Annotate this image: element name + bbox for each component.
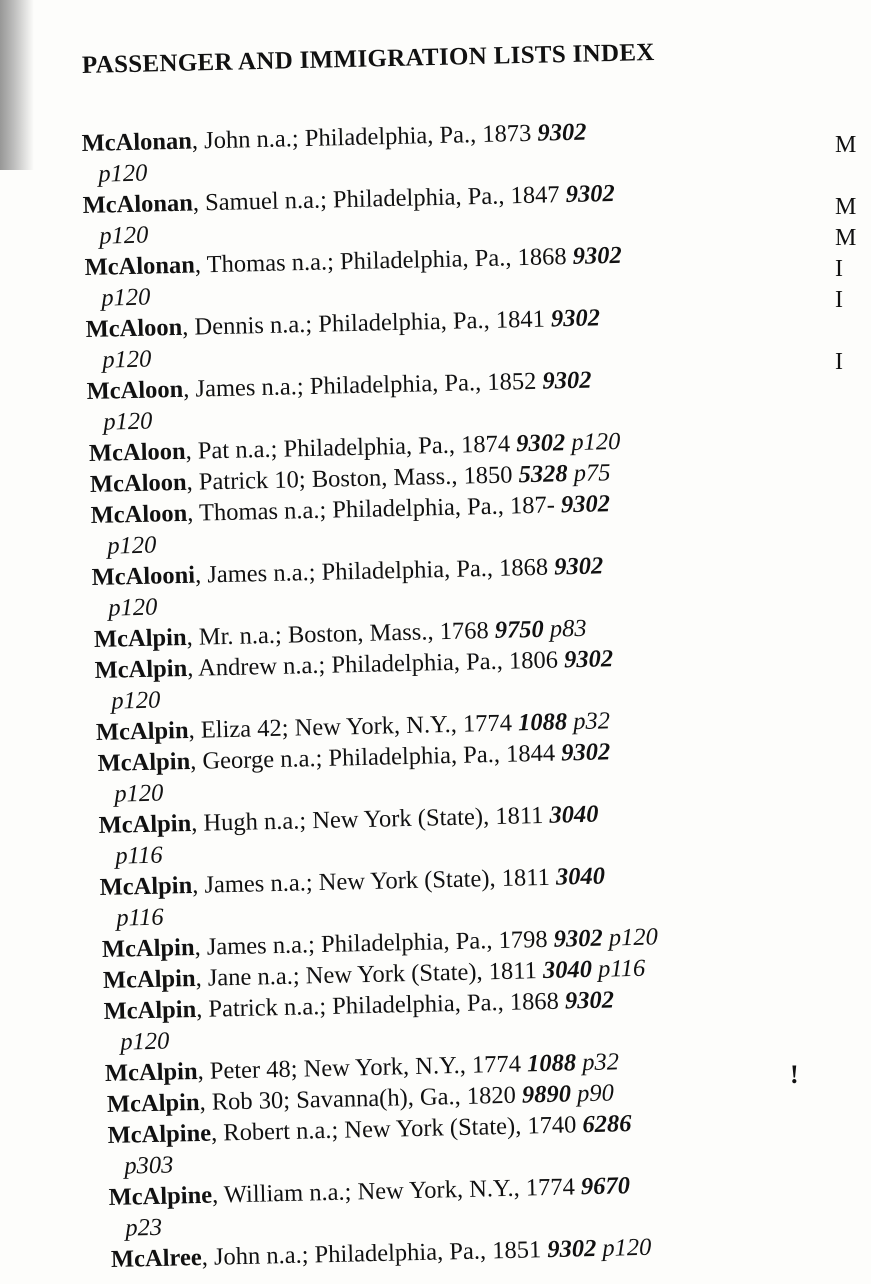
- entry-surname: McAloon: [85, 313, 183, 344]
- entry-source-code: 5328: [518, 460, 568, 489]
- entry-surname: McAlpin: [101, 933, 195, 963]
- entry-surname: McAlpin: [96, 747, 191, 778]
- entry-source-code: 9302: [546, 1234, 597, 1264]
- entry-page: p120: [98, 159, 148, 188]
- entry-page: p120: [111, 686, 161, 715]
- entry-details: , Andrew n.a.; Philadelphia, Pa., 1806: [186, 646, 565, 682]
- entry-source-code: 1088: [527, 1049, 577, 1078]
- entry-details: , George n.a.; Philadelphia, Pa., 1844: [189, 739, 562, 775]
- entry-surname: McAlpin: [95, 716, 190, 746]
- entry-source-code: 6286: [582, 1110, 632, 1139]
- margin-mark: !: [790, 1060, 799, 1089]
- entry-surname: McAlooni: [91, 561, 196, 592]
- entry-details: , Jane n.a.; New York (State), 1811: [195, 957, 544, 992]
- next-column-edge: [835, 130, 857, 378]
- entry-source-code: 9302: [571, 241, 622, 270]
- entry-surname: McAlpin: [105, 1057, 199, 1087]
- entry-page: p116: [597, 954, 646, 983]
- entry-source-code: 9302: [563, 645, 614, 674]
- edge-letter: I: [835, 349, 843, 375]
- entry-page: p120: [101, 345, 152, 374]
- entry-surname: McAlpin: [106, 1088, 200, 1118]
- entry-page: p120: [108, 593, 159, 622]
- entry-page: p23: [125, 1213, 163, 1242]
- entry-surname: McAloon: [89, 468, 187, 498]
- entry-source-code: 9302: [552, 924, 603, 953]
- entry-page: p120: [608, 923, 658, 952]
- entry-details: , Peter 48; New York, N.Y., 1774: [197, 1050, 528, 1085]
- entry-page: p303: [124, 1151, 174, 1180]
- entry-details: , Samuel n.a.; Philadelphia, Pa., 1847: [192, 181, 567, 217]
- entry-surname: McAlree: [110, 1243, 202, 1273]
- entry-page: p32: [573, 707, 611, 736]
- entry-details: , James n.a.; New York (State), 1811: [192, 863, 557, 899]
- entry-surname: McAlpin: [99, 871, 193, 902]
- entry-page: p116: [116, 903, 165, 932]
- entry-details: , James n.a.; Philadelphia, Pa., 1798: [193, 925, 554, 961]
- page-title: PASSENGER AND IMMIGRATION LISTS INDEX: [81, 39, 655, 79]
- entry-details: , Robert n.a.; New York (State), 1740: [210, 1111, 583, 1147]
- entry-surname: McAlpin: [103, 995, 197, 1026]
- entry-details: , Hugh n.a.; New York (State), 1811: [190, 801, 550, 837]
- edge-letter: M: [835, 194, 857, 220]
- entry-details: , Rob 30; Savanna(h), Ga., 1820: [198, 1081, 522, 1116]
- entry-surname: McAlpin: [93, 623, 187, 653]
- entry-page: p120: [103, 407, 153, 436]
- entry-page: p116: [114, 841, 163, 870]
- entry-page: p120: [120, 1027, 170, 1056]
- entry-details: , Eliza 42; New York, N.Y., 1774: [188, 709, 519, 744]
- entry-page: p75: [573, 459, 611, 488]
- entry-source-code: 9302: [515, 429, 566, 458]
- entry-surname: McAlpin: [102, 964, 196, 994]
- entry-page: p120: [100, 283, 151, 312]
- edge-letter: [835, 316, 843, 347]
- entry-source-code: 3040: [555, 862, 606, 891]
- entry-source-code: 9670: [580, 1172, 631, 1201]
- entry-source-code: 9302: [537, 118, 587, 147]
- entry-details: , Mr. n.a.; Boston, Mass., 1768: [185, 616, 495, 651]
- entry-details: , John n.a.; Philadelphia, Pa., 1873: [191, 119, 538, 155]
- entry-page: p120: [570, 427, 621, 457]
- entry-source-code: 9890: [521, 1080, 571, 1109]
- entry-details: , Pat n.a.; Philadelphia, Pa., 1874: [184, 430, 517, 465]
- entry-surname: McAlpin: [94, 654, 188, 685]
- entry-surname: McAloon: [90, 499, 188, 530]
- entry-surname: McAloon: [88, 437, 186, 467]
- entry-page: p90: [576, 1079, 614, 1108]
- entry-source-code: 1088: [518, 708, 568, 737]
- entry-details: , Patrick 10; Boston, Mass., 1850: [186, 461, 519, 496]
- entry-source-code: 9302: [560, 738, 611, 767]
- entry-page: p120: [107, 531, 157, 560]
- edge-letter: I: [835, 256, 843, 282]
- entry-page: p120: [99, 221, 149, 250]
- entry-surname: McAlonan: [83, 251, 195, 282]
- entry-source-code: 9302: [554, 552, 604, 581]
- entry-source-code: 9750: [494, 615, 544, 644]
- index-entries: [81, 118, 857, 1275]
- edge-letter: M: [835, 132, 857, 158]
- entry-details: , James n.a.; Philadelphia, Pa., 1852: [183, 367, 543, 403]
- entry-details: , Thomas n.a.; Philadelphia, Pa., 187-: [187, 491, 562, 527]
- entry-surname: McAloon: [86, 375, 184, 406]
- entry-source-code: 9302: [542, 366, 592, 395]
- entry-source-code: 3040: [542, 955, 593, 985]
- entry-page: p83: [549, 614, 587, 643]
- entry-details: , Patrick n.a.; Philadelphia, Pa., 1868: [195, 987, 566, 1023]
- entry-page: p32: [582, 1048, 620, 1077]
- entry-surname: McAlpine: [107, 1119, 212, 1150]
- entry-surname: McAlpine: [108, 1181, 213, 1212]
- entry-details: , Thomas n.a.; Philadelphia, Pa., 1868: [194, 242, 573, 279]
- edge-letter: I: [835, 287, 843, 313]
- entry-surname: McAlpin: [98, 809, 192, 840]
- entry-details: , William n.a.; New York, N.Y., 1774: [212, 1173, 582, 1209]
- entry-source-code: 9302: [564, 986, 615, 1015]
- entry-source-code: 9302: [550, 304, 601, 333]
- entry-page: p120: [113, 779, 164, 808]
- entry-details: , Dennis n.a.; Philadelphia, Pa., 1841: [181, 305, 552, 341]
- edge-letter: M: [835, 225, 857, 251]
- entry-source-code: 9302: [560, 490, 611, 519]
- edge-letter: [835, 161, 843, 192]
- entry-surname: McAlonan: [81, 127, 193, 158]
- entry-page: p120: [601, 1233, 652, 1262]
- entry-source-code: 9302: [565, 179, 616, 209]
- entry-source-code: 3040: [549, 800, 599, 829]
- entry-details: , John n.a.; Philadelphia, Pa., 1851: [200, 1236, 548, 1271]
- entry-surname: McAlonan: [82, 189, 194, 220]
- entry-details: , James n.a.; Philadelphia, Pa., 1868: [195, 553, 555, 589]
